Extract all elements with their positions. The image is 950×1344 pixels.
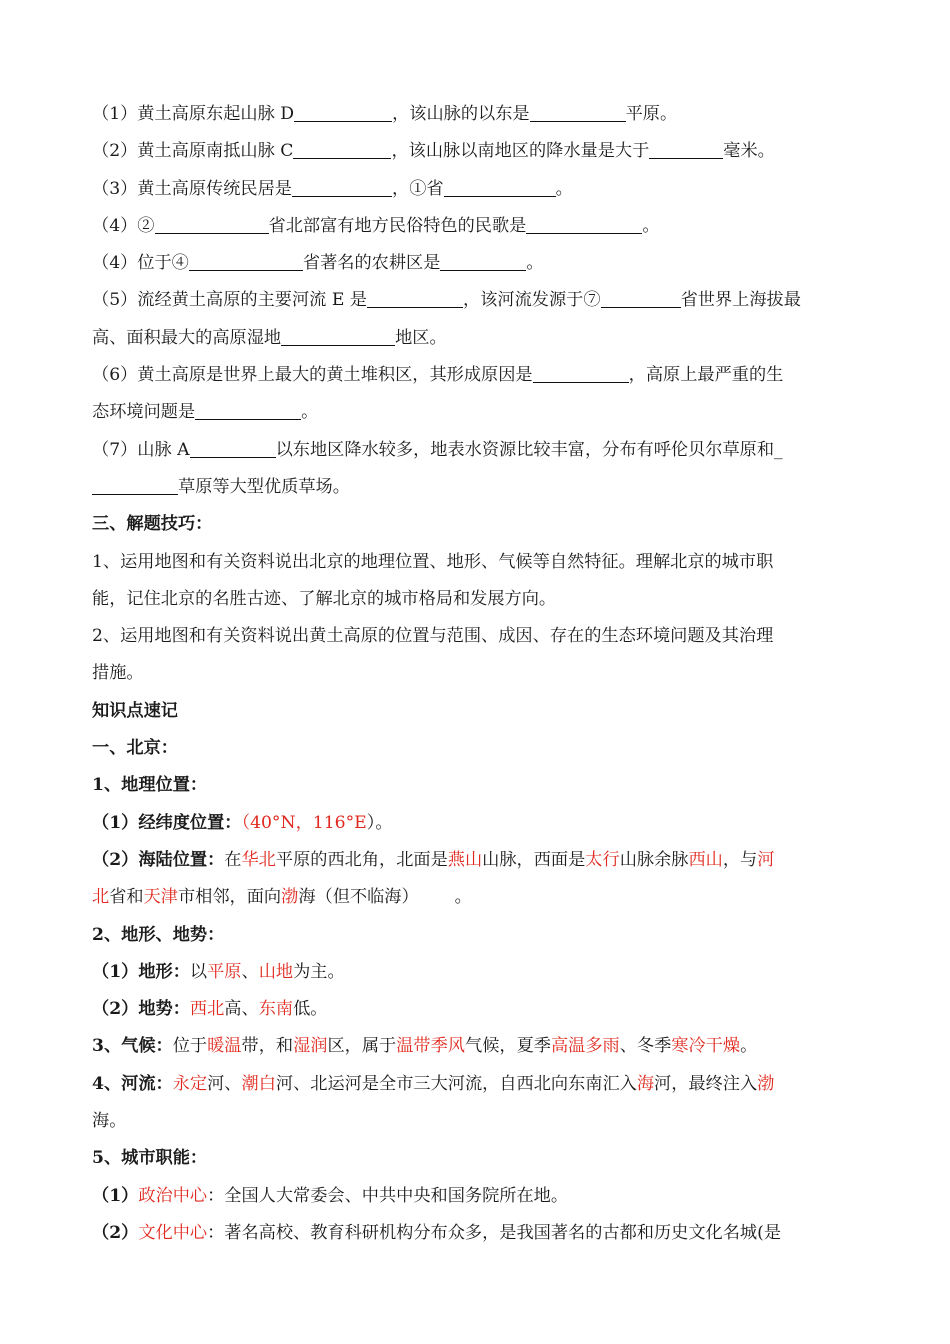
question-4b: （4）位于④ 省著名的农耕区是 。 [92, 245, 860, 282]
answer-blank[interactable] [292, 176, 392, 197]
question-1: （1）黄土高原东起山脉 D ，该山脉的以东是 平原。 [92, 96, 860, 133]
question-6-cont: 态环境问题是 。 [92, 394, 860, 431]
question-4: （4）② 省北部富有地方民俗特色的民歌是 。 [92, 208, 860, 245]
answer-blank[interactable] [649, 138, 723, 159]
answer-blank[interactable] [440, 250, 526, 271]
functions-heading: 5、城市职能： [92, 1148, 208, 1169]
slope-line: （2）地势：西北高、东南低。 [92, 999, 328, 1020]
knowledge-heading: 知识点速记 [92, 700, 178, 721]
answer-blank[interactable] [92, 474, 178, 495]
terrain-heading: 2、地形、地势： [92, 924, 225, 945]
rivers-line: 4、河流：永定河、潮白河、北运河是全市三大河流，自西北向东南汇入海河，最终注入渤 [92, 1073, 775, 1094]
question-5-cont: 高、面积最大的高原湿地 地区。 [92, 320, 860, 357]
tip-1: 1、运用地图和有关资料说出北京的地理位置、地形、气候等自然特征。理解北京的城市职 [92, 551, 774, 572]
answer-blank[interactable] [189, 250, 303, 271]
answer-blank[interactable] [530, 101, 626, 122]
answer-blank[interactable] [533, 362, 629, 383]
function-1: （1）政治中心：全国人大常委会、中共中央和国务院所在地。 [92, 1185, 569, 1206]
answer-blank[interactable] [155, 213, 269, 234]
answer-blank[interactable] [444, 176, 556, 197]
question-7: （7）山脉 A 以东地区降水较多，地表水资源比较丰富，分布有呼伦贝尔草原和_ [92, 432, 860, 469]
question-6: （6）黄土高原是世界上最大的黄土堆积区，其形成原因是 ，高原上最严重的生 [92, 357, 860, 394]
answer-blank[interactable] [195, 399, 301, 420]
question-5: （5）流经黄土高原的主要河流 E 是 ，该河流发源于⑦ 省世界上海拔最 [92, 282, 860, 319]
function-2: （2）文化中心：著名高校、教育科研机构分布众多，是我国著名的古都和历史文化名城(是 [92, 1222, 782, 1243]
sea-land-line: （2）海陆位置：在华北平原的西北角，北面是燕山山脉，西面是太行山脉余脉西山，与河 [92, 849, 775, 870]
question-7-cont: 草原等大型优质草场。 [92, 469, 860, 506]
answer-blank[interactable] [526, 213, 642, 234]
beijing-heading: 一、北京： [92, 738, 178, 759]
terrain-line: （1）地形：以平原、山地为主。 [92, 961, 345, 982]
answer-blank[interactable] [367, 287, 463, 308]
tips-heading: 三、解题技巧： [92, 514, 213, 535]
tip-2: 2、运用地图和有关资料说出黄土高原的位置与范围、成因、存在的生态环境问题及其治理 [92, 626, 774, 647]
rivers-line-cont: 海。 [92, 1111, 127, 1132]
latlon-line: （1）经纬度位置：（40°N，116°E）。 [92, 812, 393, 833]
sea-land-line-cont: 北省和天津市相邻，面向渤海（但不临海） 。 [92, 887, 472, 908]
location-heading: 1、地理位置： [92, 775, 208, 796]
tip-1-cont: 能，记住北京的名胜古迹、了解北京的城市格局和发展方向。 [92, 588, 557, 609]
answer-blank[interactable] [293, 138, 391, 159]
answer-blank[interactable] [601, 287, 681, 308]
document-page [92, 96, 860, 1252]
answer-blank[interactable] [294, 101, 392, 122]
answer-blank[interactable] [281, 325, 395, 346]
question-3: （3）黄土高原传统民居是 ，①省 。 [92, 171, 860, 208]
question-2: （2）黄土高原南抵山脉 C ，该山脉以南地区的降水量是大于 毫米。 [92, 133, 860, 170]
answer-blank[interactable] [190, 437, 276, 458]
tip-2-cont: 措施。 [92, 663, 144, 684]
climate-line: 3、气候：位于暖温带，和湿润区，属于温带季风气候，夏季高温多雨、冬季寒冷干燥。 [92, 1036, 758, 1057]
